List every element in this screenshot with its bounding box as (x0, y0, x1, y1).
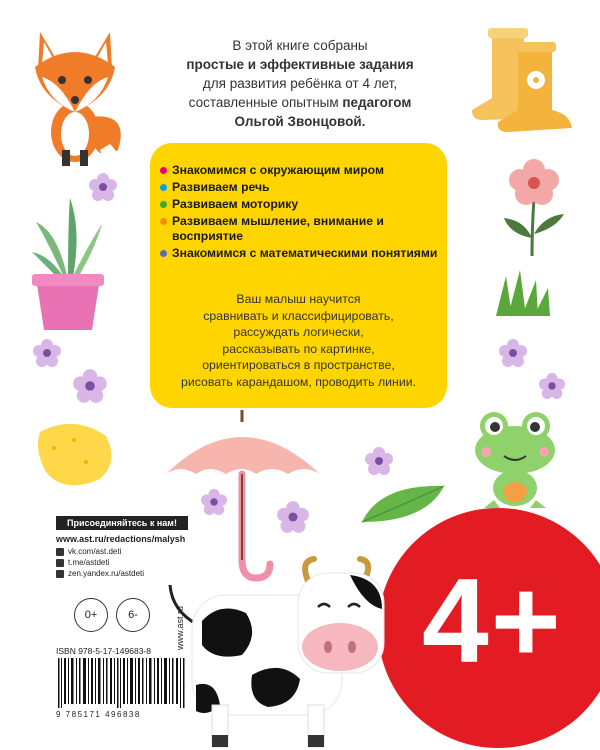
age-rating-0plus: 0+ (74, 598, 108, 632)
age-badge-text: 4+ (422, 554, 563, 688)
zen-icon (56, 570, 64, 578)
skill-dot (160, 184, 167, 191)
skill-dot (160, 218, 167, 225)
skill-dot (160, 201, 167, 208)
intro-line-4: составленные опытным педагогом (188, 95, 412, 110)
flower-small-icon (364, 446, 394, 476)
barcode-number: 9 785171 496838 (56, 710, 141, 719)
outcomes-paragraph: Ваш малыш научится сравнивать и классифицировать, рассуждать логически, рассказывать по картинке, ориентироваться в пространстве, рисовать карандашом, проводить линии. (180, 292, 416, 389)
skill-item: Знакомимся с математическими понятиями (160, 246, 440, 261)
skill-item: Развиваем речь (160, 180, 440, 195)
cow-illustration (168, 555, 398, 750)
grass-icon (494, 270, 552, 316)
pink-flower-illustration (496, 158, 576, 258)
flower-small-icon (72, 368, 108, 404)
intro-line-5: Ольгой Звонцовой. (234, 114, 366, 129)
skill-item: Развиваем мышление, внимание и восприятие (160, 214, 440, 244)
age-badge (378, 508, 600, 748)
intro-line-3: для развития ребёнка от 4 лет, (202, 76, 398, 91)
skill-item: Развиваем моторику (160, 197, 440, 212)
skill-dot (160, 167, 167, 174)
intro-line-1: В этой книге собраны (232, 38, 368, 53)
site-url[interactable]: www.ast.ru (175, 605, 185, 650)
flower-small-icon (538, 372, 566, 400)
zen-link[interactable]: zen.yandex.ru/astdeti (56, 569, 144, 578)
vk-icon (56, 548, 64, 556)
flower-small-icon (32, 338, 62, 368)
potted-plant-illustration (28, 192, 108, 332)
telegram-icon (56, 559, 64, 567)
join-us-banner: Присоединяйтесь к нам! (56, 516, 188, 530)
rain-boots-illustration (462, 28, 580, 138)
skills-list (160, 163, 440, 263)
intro-text (150, 36, 450, 131)
leaf-illustration (360, 482, 446, 526)
skill-dot (160, 250, 167, 257)
vk-link[interactable]: vk.com/ast.deti (56, 547, 121, 556)
skills-card (150, 143, 447, 408)
skill-item: Знакомимся с окружающим миром (160, 163, 440, 178)
flower-small-icon (498, 338, 528, 368)
frog-illustration (470, 408, 560, 508)
fox-illustration (20, 22, 130, 167)
barcode (56, 658, 188, 708)
age-rating-6minus: 6- (116, 598, 150, 632)
telegram-link[interactable]: t.me/astdeti (56, 558, 109, 567)
intro-line-2: простые и эффективные задания (186, 57, 414, 72)
publisher-url-link[interactable]: www.ast.ru/redactions/malysh (56, 534, 186, 544)
lemon-illustration (34, 418, 116, 490)
isbn: ISBN 978-5-17-149683-8 (56, 646, 151, 656)
